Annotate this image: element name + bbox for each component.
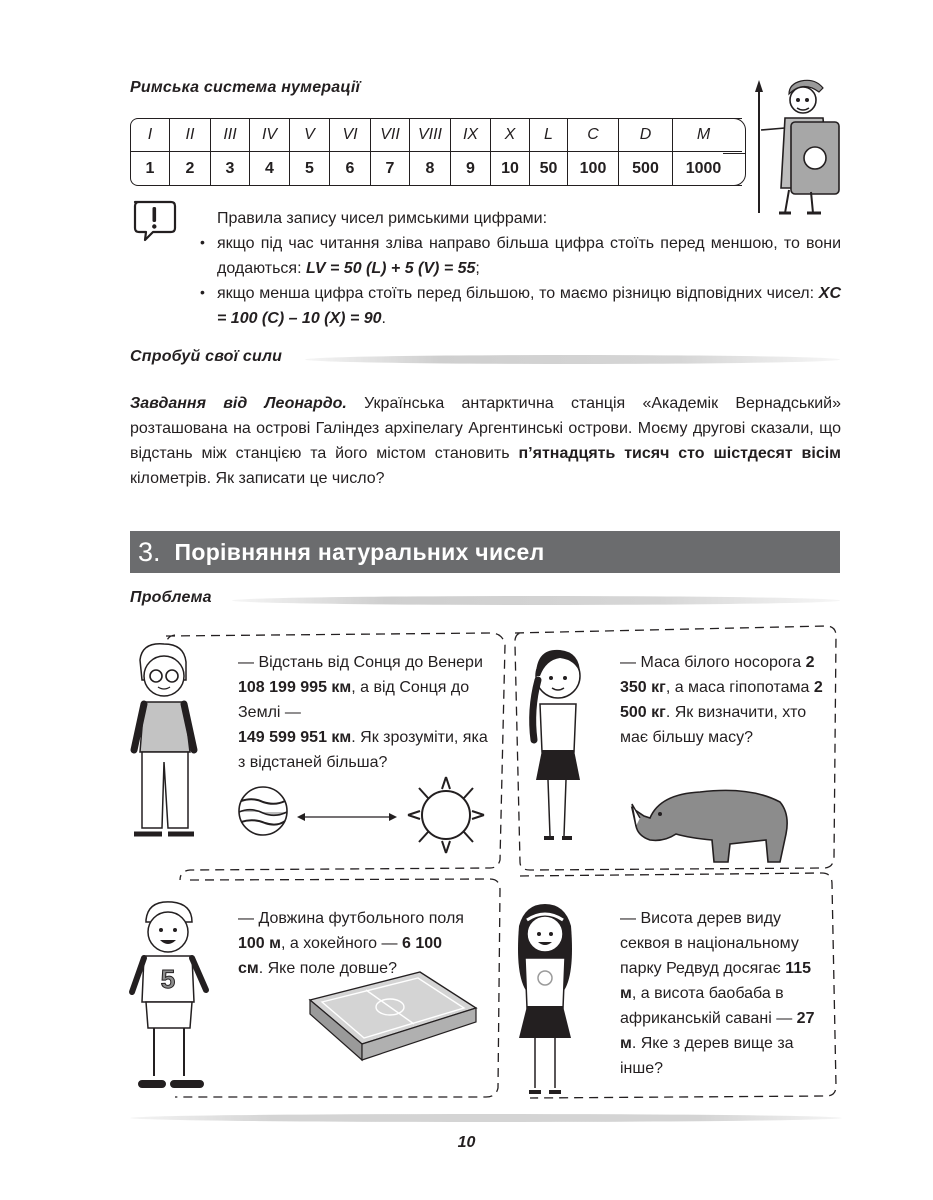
rule2-text: якщо менша цифра стоїть перед більшою, то маємо різницю відповідних чисел:	[217, 285, 815, 302]
roman-numeral-cell: D	[618, 119, 672, 151]
p1-earth-distance: 149 599 951 км	[238, 729, 352, 746]
sun-icon	[404, 773, 488, 857]
p3-football-length: 100 м	[238, 935, 281, 952]
problem-2-text	[620, 650, 830, 750]
roman-value-cell: 1000	[672, 152, 734, 185]
p2-hippo-mass: 2 500 кг	[620, 679, 823, 721]
p2-c: , а маса гіпопотама	[665, 679, 810, 696]
footer-divider	[130, 1114, 842, 1122]
svg-text:5: 5	[160, 964, 176, 994]
roman-numeral-cell: III	[210, 119, 249, 151]
roman-value-cell: 5	[289, 152, 329, 185]
girl-headband-illustration	[505, 896, 585, 1101]
roman-numeral-cell: VI	[329, 119, 370, 151]
try-heading: Спробуй свої сили	[130, 348, 283, 365]
p1-venus-distance: 108 199 995 км	[238, 679, 352, 696]
rule2-formula: XC = 100 (C) – 10 (X) = 90	[217, 285, 841, 327]
roman-numeral-cell: VII	[370, 119, 409, 151]
roman-value-cell: 4	[249, 152, 289, 185]
roman-numeral-cell: X	[490, 119, 529, 151]
p2-e: . Як визначити, хто має більшу масу?	[620, 704, 807, 746]
page-number: 10	[457, 1134, 476, 1151]
problem-4-text	[620, 906, 825, 1081]
distance-arrow-icon	[297, 812, 397, 822]
football-boy-illustration	[128, 896, 213, 1096]
roman-value-cell: 50	[529, 152, 567, 185]
roman-numeral-cell: C	[567, 119, 618, 151]
football-field-illustration	[300, 968, 480, 1064]
roman-value-cell: 9	[450, 152, 490, 185]
roman-value-cell: 8	[409, 152, 450, 185]
p4-e: . Яке з дерев вище за інше?	[620, 1035, 794, 1077]
roman-value-cell: 3	[210, 152, 249, 185]
rule1-text: якщо під час читання зліва направо більша цифра стоїть перед меншою, то вони додаються:	[217, 235, 841, 277]
section-title: Порівняння натуральних чисел	[174, 538, 545, 565]
p4-a: — Висота дерев виду секвоя в національному парку Редвуд досягає	[620, 910, 799, 977]
rule1-end: ;	[475, 260, 480, 277]
rule1-bullet: •	[200, 234, 205, 250]
girl-braid-illustration	[520, 640, 595, 845]
p1-e: . Як зрозуміти, яка з відстаней більша?	[238, 729, 488, 771]
roman-heading: Римська система нумерації	[130, 79, 361, 96]
roman-numeral-cell: II	[169, 119, 210, 151]
rules-intro: Правила запису чисел римськими цифрами:	[217, 210, 548, 227]
p3-e: . Яке поле довше?	[258, 960, 397, 977]
p4-baobab-height: 27 м	[620, 1010, 815, 1052]
p3-hockey-length: 6 100 см	[238, 935, 443, 977]
rule2-bullet: •	[200, 284, 205, 300]
problem-1-text	[238, 650, 490, 775]
rule1-formula: LV = 50 (L) + 5 (V) = 55	[306, 260, 476, 277]
roman-numeral-cell: I	[147, 126, 153, 143]
p3-a: — Довжина футбольного поля	[238, 910, 464, 927]
task-text1: Українська антарктична станція «Академік Вернадський» розташована на острові Галіндез архіпелагу Аргентинські острови. Моєму другові сказали, що відстань між станцією та його містом становить	[130, 395, 842, 462]
roman-numeral-cell: VIII	[409, 119, 450, 151]
problem-heading: Проблема	[130, 589, 212, 606]
p4-c: , а висота баобаба в африканській савані —	[620, 985, 793, 1027]
section-number: 3.	[138, 536, 161, 567]
roman-numeral-cell: IV	[249, 119, 289, 151]
roman-value-cell: 7	[370, 152, 409, 185]
p2-a: — Маса білого носорога	[620, 654, 802, 671]
roman-numeral-cell: M	[672, 119, 734, 151]
roman-value-cell: 10	[490, 152, 529, 185]
task-bold-number: п’ятнадцять тисяч сто шістдесят вісім	[518, 445, 842, 462]
roman-value-cell: 6	[329, 152, 370, 185]
boy-glasses-illustration	[128, 640, 203, 840]
p1-a: — Відстань від Сонця до Венери	[238, 654, 483, 671]
rhino-illustration	[630, 778, 795, 866]
venus-planet-icon	[237, 785, 289, 837]
task-label: Завдання від Леонардо.	[130, 395, 347, 412]
roman-numeral-cell: V	[289, 119, 329, 151]
roman-value-cell: 1	[145, 159, 155, 177]
p1-c: , а від Сонця до Землі —	[238, 679, 470, 721]
p3-c: , а хокейного —	[280, 935, 398, 952]
p2-rhino-mass: 2 350 кг	[620, 654, 815, 696]
rule2-end: .	[381, 310, 386, 327]
roman-numeral-cell: IX	[450, 119, 490, 151]
roman-numeral-cell: L	[529, 119, 567, 151]
roman-value-cell: 500	[618, 152, 672, 185]
roman-value-cell: 2	[169, 152, 210, 185]
task-text2: кілометрів. Як записати це число?	[130, 470, 385, 487]
p4-sequoia-height: 115 м	[620, 960, 812, 1002]
roman-value-cell: 100	[567, 152, 618, 185]
